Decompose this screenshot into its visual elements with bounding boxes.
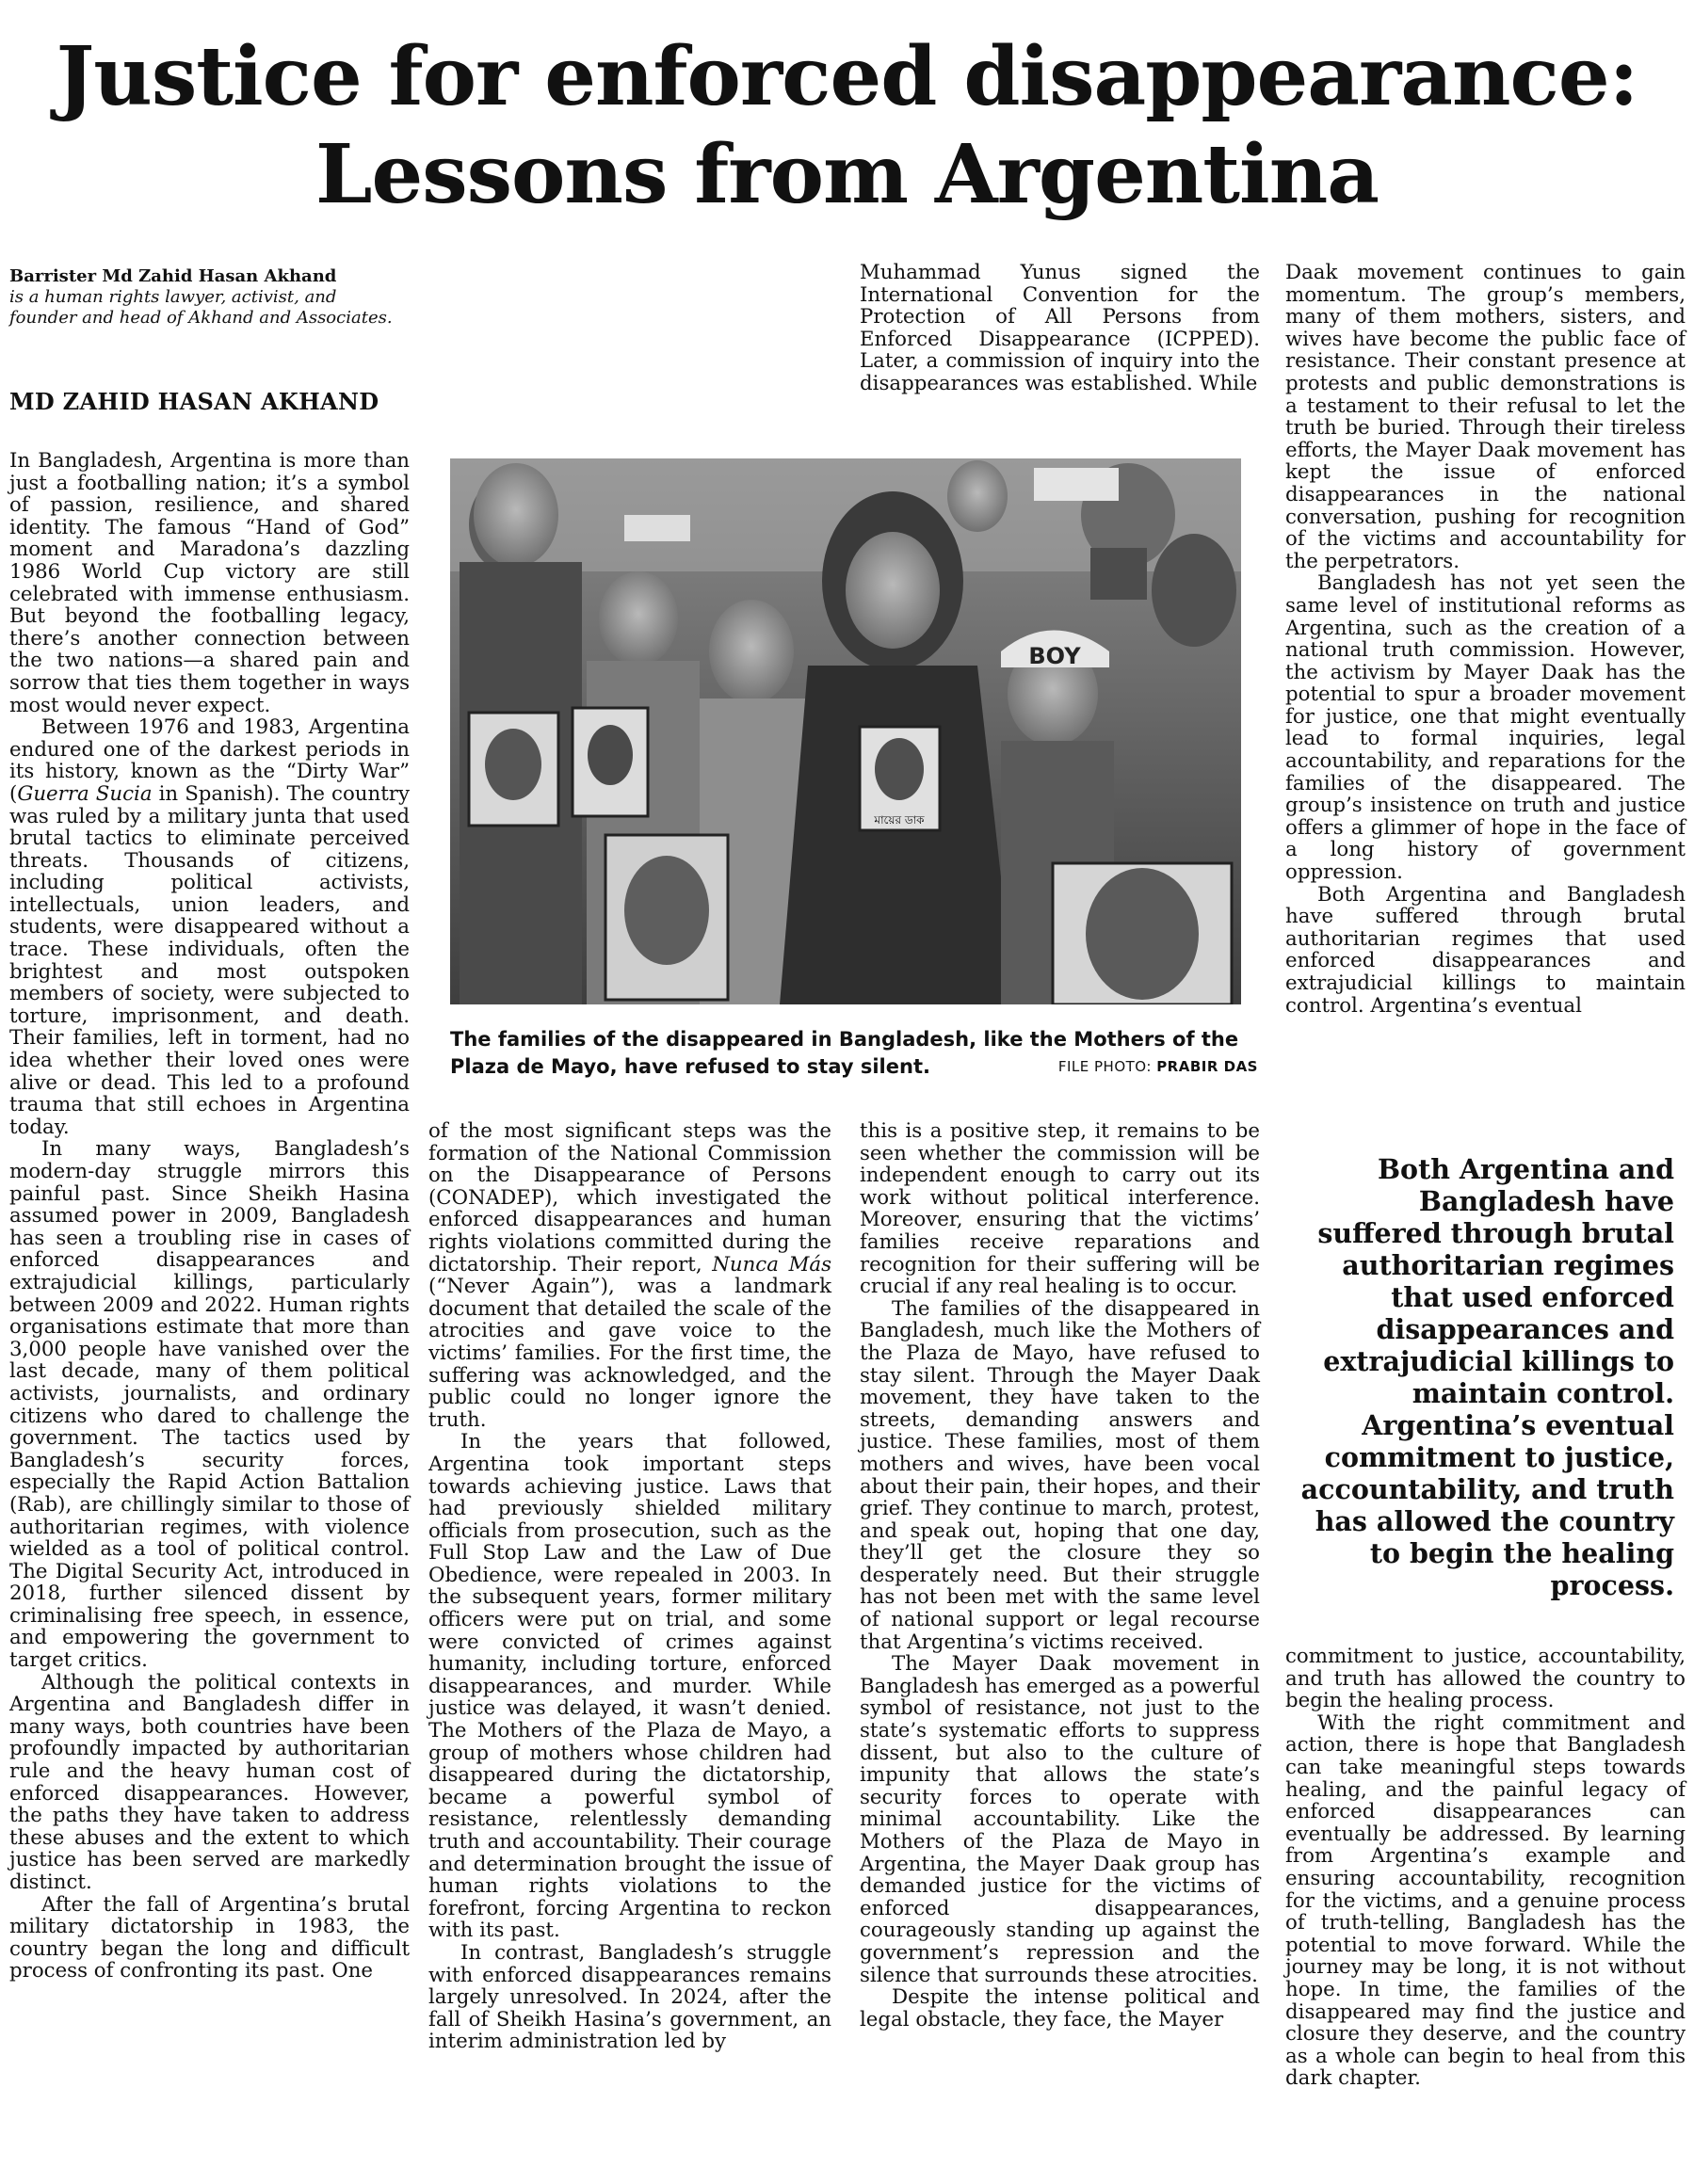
placard-sign-text: মায়ের ডাক bbox=[874, 813, 925, 827]
news-photo bbox=[450, 458, 1241, 1004]
paragraph: In many ways, Bangladesh’s modern-day struggle mirrors this painful past. Since Sheikh Hasina assumed power in 2009, Bangladesh has seen a troubling rise in cases of enforced disappearances and extrajudicial killings, particularly between 2009 and 2022. Human rights organisations estimate that more than 3,000 people have vanished over the last decade, many of them political activists, journalists, and ordinary citizens who dared to challenge the government. The tactics used by Bangladesh’s security forces, especially the Rapid Action Battalion (Rab), are chillingly similar to those of authoritarian regimes, with violence wielded as a tool of political control. The Digital Security Act, introduced in 2018, further silenced dissent by criminalising free speech, in essence, and empowering the government to target critics. bbox=[9, 1137, 410, 1673]
column-4-top bbox=[1285, 262, 1686, 1017]
column-2 bbox=[428, 1120, 831, 2053]
paragraph: Bangladesh has not yet seen the same level of institutional reforms as Argentina, such as the creation of a national truth commission. However, the activism by Mayer Daak has the potential to spur a broader movement for justice, one that might eventually lead to formal inquiries, legal accountability, and reparations for the families of the disappeared. The group’s insistence on truth and justice offers a glimmer of hope in the face of a long history of government oppression. bbox=[1285, 571, 1686, 885]
paragraph: The Mayer Daak movement in Bangladesh has emerged as a powerful symbol of resistance, not just to the state’s systematic efforts to suppress dissent, but also to the culture of impunity that allows the state’s security forces to operate with minimal accountability. Like the Mothers of the Plaza de Mayo in Argentina, the Mayer Daak group has demanded justice for the victims of enforced disappearances, courageously standing up against the government’s repression and the silence that surrounds these atrocities. bbox=[860, 1652, 1260, 1987]
pull-quote: Both Argentina and Bangladesh have suffered through brutal authoritarian regimes that used enforced disappearances and extrajudicial killings to maintain control. Argentina’s eventual commitment to justice, accountability, and truth has allowed the country to begin the healing process. bbox=[1300, 1153, 1674, 1601]
photo-caption-text: The families of the disappeared in Bangladesh, like the Mothers of the Plaza de Mayo, have refused to stay silent. bbox=[450, 1028, 1239, 1078]
photo-credit: FILE PHOTO: PRABIR DAS bbox=[1057, 1058, 1258, 1075]
paragraph: commitment to justice, accountability, and truth has allowed the country to begin the healing process. bbox=[1285, 1645, 1686, 1713]
headline-line-2: Lessons from Argentina bbox=[315, 127, 1379, 222]
paragraph: The families of the disappeared in Bangladesh, much like the Mothers of the Plaza de Mayo, have refused to stay silent. Through the Mayer Daak movement, they have taken to the streets, demanding answers and justice. These families, most of them mothers and wives, have been vocal about their pain, their hopes, and their grief. They continue to march, protest, and speak out, hoping that one day, they’ll get the closure they so desperately need. But their struggle has not been met with the same level of national support or legal recourse that Argentina’s victims received. bbox=[860, 1296, 1260, 1654]
headline bbox=[0, 28, 1694, 224]
paragraph: In Bangladesh, Argentina is more than just a footballing nation; it’s a symbol of passion, resilience, and shared identity. The famous “Hand of God” moment and Maradona’s dazzling 1986 World Cup victory are still celebrated with immense enthusiasm. But beyond the footballing legacy, there’s another connection between the two nations—a shared pain and sorrow that ties them together in ways most would never expect. bbox=[9, 449, 410, 717]
cap-text: BOY bbox=[1028, 643, 1081, 669]
column-4-bottom bbox=[1285, 1646, 1686, 2090]
paragraph: With the right commitment and action, there is hope that Bangladesh can take meaningful steps towards healing, and the painful legacy of enforced disappearances can eventually be addressed. By learning from Argentina’s example and ensuring accountability, recognition for the victims, and a genuine process of truth-telling, Bangladesh has the potential to move forward. While the journey may be long, it is not without hope. In time, the families of the disappeared may find the justice and closure they deserve, and the country as a whole can begin to heal from this dark chapter. bbox=[1285, 1710, 1686, 2091]
paragraph: Daak movement continues to gain momentum. The group’s members, many of them mothers, sisters, and wives have become the public face of resistance. Their constant presence at protests and public demonstrations is a testament to their refusal to let the truth be buried. Through their tireless efforts, the Mayer Daak movement has kept the issue of enforced disappearances in the national conversation, pushing for recognition of the victims and accountability for the perpetrators. bbox=[1285, 261, 1686, 573]
column-3-top bbox=[860, 262, 1260, 395]
paragraph: this is a positive step, it remains to be seen whether the commission will be independent enough to carry out its work without political interference. Moreover, ensuring that the victims’ families receive reparations and recognition for their suffering will be crucial if any real healing is to occur. bbox=[860, 1119, 1260, 1299]
author-byline: MD ZAHID HASAN AKHAND bbox=[9, 388, 379, 415]
paragraph: Between 1976 and 1983, Argentina endured one of the darkest periods in its history, known as the “Dirty War” (Guerra Sucia in Spanish). The country was ruled by a military junta that used brutal tactics to eliminate perceived threats. Thousands of citizens, including political activists, intellectuals, union leaders, and students, were disappeared without a trace. These individuals, often the brightest and most outspoken members of society, were subjected to torture, imprisonment, and death. Their families, left in torment, had no idea whether their loved ones were alive or dead. This led to a profound trauma that still echoes in Argentina today. bbox=[9, 715, 410, 1139]
paragraph: of the most significant steps was the formation of the National Commission on the Disappearance of Persons (CONADEP), which investigated the enforced disappearances and human rights violations committed during the dictatorship. Their report, Nunca Más (“Never Again”), was a landmark document that detailed the scale of the atrocities and gave voice to the victims’ families. For the first time, the suffering was acknowledged, and the public could no longer ignore the truth. bbox=[428, 1119, 831, 1432]
headline-line-1: Justice for enforced disappearance: bbox=[56, 29, 1638, 124]
column-3-bottom bbox=[860, 1120, 1260, 2031]
paragraph: Despite the intense political and legal obstacle, they face, the Mayer bbox=[860, 1985, 1260, 2031]
photo-caption bbox=[450, 1026, 1258, 1081]
paragraph: Muhammad Yunus signed the International Convention for the Protection of All Persons from Enforced Disappearance (ICPPED). Later, a commission of inquiry into the disappearances was established. While bbox=[860, 261, 1260, 395]
paragraph: Although the political contexts in Argentina and Bangladesh differ in many ways, both countries have been profoundly impacted by authoritarian rule and the heavy human cost of enforced disappearances. However, the paths they have taken to address these abuses and the extent to which justice has been served are markedly distinct. bbox=[9, 1670, 410, 1894]
paragraph: In the years that followed, Argentina took important steps towards achieving justice. Laws that had previously shielded military officials from prosecution, such as the Full Stop Law and the Law of Due Obedience, were repealed in 2003. In the subsequent years, former military officers were put on trial, and some were convicted of crimes against humanity, including torture, enforced disappearances, and murder. While justice was delayed, it wasn’t denied. The Mothers of the Plaza de Mayo, a group of mothers whose children had disappeared during the dictatorship, became a powerful symbol of resistance, relentlessly demanding truth and accountability. Their courage and determination brought the issue of human rights violations to the forefront, forcing Argentina to reckon with its past. bbox=[428, 1430, 831, 1943]
author-bio bbox=[9, 266, 405, 329]
column-1 bbox=[9, 450, 410, 1983]
paragraph: Both Argentina and Bangladesh have suffered through brutal authoritarian regimes that used enforced disappearances and extrajudicial killings to maintain control. Argentina’s eventual bbox=[1285, 882, 1686, 1018]
paragraph: In contrast, Bangladesh’s struggle with enforced disappearances remains largely unresolved. In 2024, after the fall of Sheikh Hasina’s government, an interim administration led by bbox=[428, 1940, 831, 2054]
paragraph: After the fall of Argentina’s brutal military dictatorship in 1983, the country began the long and difficult process of confronting its past. One bbox=[9, 1892, 410, 1983]
author-bio-description: is a human rights lawyer, activist, and founder and head of Akhand and Associates. bbox=[9, 287, 393, 328]
author-bio-name: Barrister Md Zahid Hasan Akhand bbox=[9, 266, 337, 286]
protest-photo-image bbox=[450, 458, 1241, 1004]
